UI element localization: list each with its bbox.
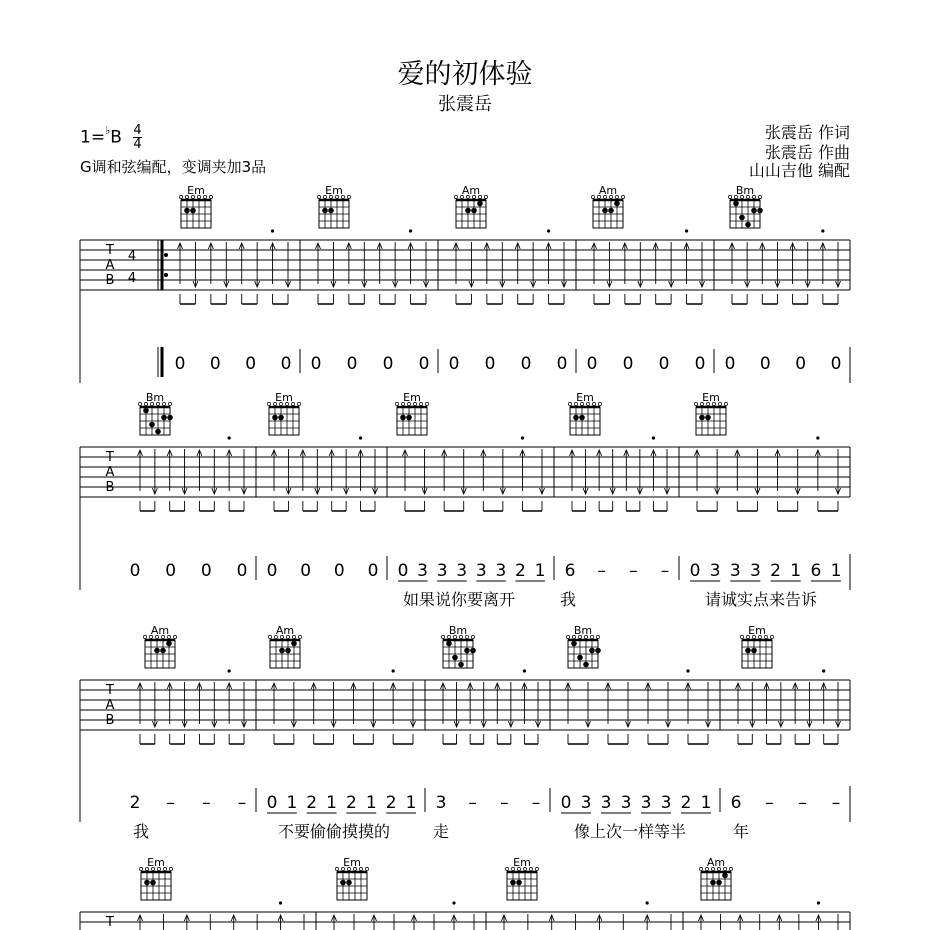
- chord-finger-dot: [699, 415, 705, 421]
- numbered-note: 0: [174, 354, 186, 374]
- open-string-mark: [138, 402, 141, 405]
- chord-finger-dot: [471, 208, 477, 214]
- chord-finger-dot: [510, 880, 516, 886]
- accent-dot: [646, 901, 649, 904]
- open-string-mark: [173, 635, 176, 638]
- chord-finger-dot: [155, 429, 161, 435]
- numbered-note: 1: [790, 561, 802, 581]
- numbered-note: 0: [448, 354, 460, 374]
- accent-dot: [452, 901, 455, 904]
- chord-finger-dot: [614, 201, 620, 207]
- numbered-note: –: [531, 793, 541, 813]
- numbered-note: 0: [658, 354, 670, 374]
- numbered-note: 0: [346, 354, 358, 374]
- chord-finger-dot: [144, 880, 150, 886]
- tab-letter: A: [105, 465, 115, 480]
- chord-name: Em: [325, 184, 343, 197]
- numbered-note: 2: [346, 793, 357, 813]
- chord-finger-dot: [577, 655, 583, 661]
- numbered-note: 0: [724, 354, 736, 374]
- chord-finger-dot: [579, 415, 585, 421]
- chord-name: Am: [706, 856, 726, 869]
- numbered-note: 1: [534, 561, 546, 581]
- open-string-mark: [209, 195, 212, 198]
- numbered-note: 3: [620, 793, 632, 813]
- numbered-note: 3: [750, 561, 761, 581]
- numbered-note: –: [202, 793, 211, 813]
- numbered-note: 0: [245, 354, 257, 374]
- chord-name: Am: [275, 624, 295, 637]
- numbered-note: –: [597, 561, 606, 581]
- tab-letter: T: [106, 915, 114, 930]
- chord-name: Em: [702, 391, 720, 404]
- numbered-note: –: [166, 793, 175, 813]
- numbered-note: 0: [333, 561, 345, 581]
- key-note: B: [110, 127, 122, 148]
- numbered-note: 2: [680, 793, 692, 813]
- chord-finger-dot: [595, 648, 601, 654]
- numbered-note: 3: [709, 561, 721, 581]
- open-string-mark: [568, 402, 571, 405]
- open-string-mark: [566, 635, 569, 638]
- chord-finger-dot: [291, 641, 297, 647]
- numbered-note: 0: [694, 354, 706, 374]
- chord-finger-dot: [406, 415, 412, 421]
- accent-dot: [817, 901, 820, 904]
- song-title: 爱的初体验: [397, 59, 533, 90]
- credit-music: 张震岳 作曲: [764, 143, 850, 162]
- chord-name: Am: [598, 184, 618, 197]
- numbered-note: 0: [759, 354, 771, 374]
- chord-name: Em: [275, 391, 293, 404]
- open-string-mark: [505, 867, 508, 870]
- chord-finger-dot: [477, 201, 483, 207]
- chord-finger-dot: [571, 641, 577, 647]
- numbered-note: 0: [280, 354, 292, 374]
- capo-note: G调和弦编配，变调夹加3品: [80, 158, 267, 176]
- chord-finger-dot: [589, 648, 595, 654]
- chord-finger-dot: [143, 408, 149, 414]
- open-string-mark: [297, 402, 300, 405]
- chord-finger-dot: [452, 655, 458, 661]
- open-string-mark: [484, 195, 487, 198]
- open-string-mark: [203, 195, 206, 198]
- chord-finger-dot: [757, 208, 763, 214]
- accent-dot: [409, 229, 412, 232]
- open-string-mark: [621, 195, 624, 198]
- chord-finger-dot: [583, 662, 589, 668]
- numbered-note: 1: [365, 793, 377, 813]
- numbered-note: 1: [830, 561, 842, 581]
- numbered-note: 2: [306, 793, 318, 813]
- numbered-note: 0: [165, 561, 177, 581]
- credit-arrange: 山山吉他 编配: [748, 161, 850, 180]
- numbered-note: –: [831, 793, 841, 813]
- numbered-note: 1: [700, 793, 712, 813]
- chord-finger-dot: [733, 201, 739, 207]
- chord-finger-dot: [751, 208, 757, 214]
- open-string-mark: [758, 195, 761, 198]
- tab-letter: T: [106, 450, 114, 465]
- open-string-mark: [425, 402, 428, 405]
- chord-finger-dot: [722, 873, 728, 879]
- tab-time-bottom: 4: [127, 271, 137, 286]
- open-string-mark: [419, 402, 422, 405]
- numbered-note: 1: [405, 793, 417, 813]
- open-string-mark: [163, 867, 166, 870]
- tab-time-top: 4: [127, 249, 137, 264]
- chord-finger-dot: [608, 208, 614, 214]
- open-string-mark: [724, 402, 727, 405]
- numbered-note: 0: [382, 354, 394, 374]
- accent-dot: [523, 669, 526, 672]
- accent-dot: [392, 669, 395, 672]
- chord-finger-dot: [400, 415, 406, 421]
- open-string-mark: [770, 635, 773, 638]
- numbered-note: 6: [564, 561, 576, 581]
- chord-finger-dot: [516, 880, 522, 886]
- open-string-mark: [359, 867, 362, 870]
- chord-finger-dot: [340, 880, 346, 886]
- open-string-mark: [168, 402, 171, 405]
- chord-finger-dot: [716, 880, 722, 886]
- open-string-mark: [267, 402, 270, 405]
- chord-finger-dot: [346, 880, 352, 886]
- numbered-note: –: [468, 793, 477, 813]
- numbered-note: 0: [418, 354, 430, 374]
- chord-finger-dot: [150, 880, 156, 886]
- accent-dot: [816, 436, 819, 439]
- numbered-note: 3: [729, 561, 741, 581]
- open-string-mark: [169, 867, 172, 870]
- numbered-note: 0: [266, 793, 278, 813]
- chord-finger-dot: [573, 415, 579, 421]
- tab-letter: A: [105, 258, 115, 273]
- chord-name: Am: [461, 184, 481, 197]
- chord-finger-dot: [160, 648, 166, 654]
- numbered-note: 2: [515, 561, 526, 581]
- chord-finger-dot: [166, 641, 172, 647]
- numbered-note: –: [798, 793, 807, 813]
- numbered-note: 0: [397, 561, 409, 581]
- chord-name: Bm: [448, 624, 468, 637]
- numbered-note: 3: [456, 561, 468, 581]
- chord-finger-dot: [285, 648, 291, 654]
- open-string-mark: [179, 195, 182, 198]
- numbered-note: 0: [795, 354, 807, 374]
- numbered-note: 2: [770, 561, 781, 581]
- chord-finger-dot: [167, 415, 173, 421]
- chord-name: Em: [147, 856, 165, 869]
- open-string-mark: [471, 635, 474, 638]
- chord-name: Em: [513, 856, 531, 869]
- tab-letter: T: [106, 243, 114, 258]
- numbered-note: –: [660, 561, 670, 581]
- numbered-note: 6: [810, 561, 822, 581]
- chord-finger-dot: [464, 648, 470, 654]
- open-string-mark: [729, 867, 732, 870]
- numbered-note: 0: [586, 354, 598, 374]
- chord-finger-dot: [328, 208, 334, 214]
- lyric-line: 请诚实点来告诉: [705, 590, 818, 609]
- chord-name: Em: [748, 624, 766, 637]
- numbered-note: 0: [129, 561, 141, 581]
- open-string-mark: [764, 635, 767, 638]
- chord-finger-dot: [272, 415, 278, 421]
- open-string-mark: [592, 402, 595, 405]
- accent-dot: [821, 229, 824, 232]
- open-string-mark: [268, 635, 271, 638]
- open-string-mark: [317, 195, 320, 198]
- open-string-mark: [694, 402, 697, 405]
- open-string-mark: [365, 867, 368, 870]
- numbered-note: 3: [660, 793, 672, 813]
- lyric-line: 像上次一样等半: [574, 822, 687, 841]
- chord-name: Em: [576, 391, 594, 404]
- numbered-note: 6: [730, 793, 742, 813]
- numbered-note: 3: [580, 793, 592, 813]
- open-string-mark: [740, 635, 743, 638]
- open-string-mark: [143, 635, 146, 638]
- credit-lyrics: 张震岳 作词: [764, 123, 850, 142]
- chord-finger-dot: [190, 208, 196, 214]
- lyric-line: 如果说你要离开: [403, 590, 516, 609]
- chord-finger-dot: [161, 415, 167, 421]
- lyric-line: 我: [560, 590, 577, 609]
- chord-finger-dot: [739, 215, 745, 221]
- numbered-note: –: [765, 793, 774, 813]
- numbered-note: 0: [300, 561, 312, 581]
- numbered-note: 3: [435, 793, 447, 813]
- chord-finger-dot: [710, 880, 716, 886]
- chord-finger-dot: [745, 648, 751, 654]
- open-string-mark: [291, 402, 294, 405]
- chord-name: Em: [343, 856, 361, 869]
- numbered-note: 0: [830, 354, 842, 374]
- accent-dot: [521, 436, 524, 439]
- numbered-note: –: [500, 793, 509, 813]
- open-string-mark: [596, 635, 599, 638]
- numbered-note: 0: [209, 354, 221, 374]
- lyric-line: 年: [733, 822, 750, 841]
- chord-name: Bm: [573, 624, 593, 637]
- numbered-note: 0: [236, 561, 248, 581]
- chord-finger-dot: [278, 415, 284, 421]
- chord-finger-dot: [322, 208, 328, 214]
- numbered-note: 0: [560, 793, 572, 813]
- numbered-note: 3: [495, 561, 507, 581]
- lyric-line: 不要偷偷摸摸的: [278, 822, 391, 841]
- chord-finger-dot: [751, 648, 757, 654]
- numbered-note: 0: [484, 354, 496, 374]
- chord-finger-dot: [602, 208, 608, 214]
- chord-name: Bm: [145, 391, 165, 404]
- open-string-mark: [535, 867, 538, 870]
- open-string-mark: [341, 195, 344, 198]
- accent-dot: [822, 669, 825, 672]
- open-string-mark: [347, 195, 350, 198]
- open-string-mark: [699, 867, 702, 870]
- numbered-note: 3: [640, 793, 652, 813]
- numbered-note: 0: [200, 561, 212, 581]
- numbered-note: 3: [600, 793, 612, 813]
- tab-letter: T: [106, 683, 114, 698]
- numbered-note: 2: [129, 793, 141, 813]
- tab-letter: A: [105, 698, 115, 713]
- flat-symbol: ♭: [105, 123, 111, 137]
- numbered-note: 1: [326, 793, 337, 813]
- chord-finger-dot: [465, 208, 471, 214]
- numbered-note: 1: [286, 793, 298, 813]
- numbered-note: 0: [556, 354, 568, 374]
- time-bottom: 4: [133, 137, 142, 152]
- open-string-mark: [395, 402, 398, 405]
- open-string-mark: [139, 867, 142, 870]
- accent-dot: [359, 436, 362, 439]
- open-string-mark: [591, 195, 594, 198]
- singer-name: 张震岳: [438, 94, 492, 115]
- tab-letter: B: [105, 480, 115, 495]
- accent-dot: [271, 229, 274, 232]
- open-string-mark: [454, 195, 457, 198]
- numbered-note: 0: [367, 561, 379, 581]
- accent-dot: [547, 229, 550, 232]
- chord-finger-dot: [446, 641, 452, 647]
- numbered-note: 0: [622, 354, 634, 374]
- repeat-dot: [164, 253, 168, 257]
- numbered-note: –: [237, 793, 247, 813]
- chord-name: Em: [403, 391, 421, 404]
- open-string-mark: [298, 635, 301, 638]
- numbered-note: 3: [436, 561, 448, 581]
- numbered-note: 0: [689, 561, 701, 581]
- open-string-mark: [598, 402, 601, 405]
- chord-finger-dot: [745, 222, 751, 228]
- accent-dot: [686, 669, 689, 672]
- numbered-note: 3: [417, 561, 428, 581]
- chord-finger-dot: [184, 208, 190, 214]
- accent-dot: [652, 436, 655, 439]
- chord-finger-dot: [470, 648, 476, 654]
- tab-letter: B: [105, 273, 115, 288]
- accent-dot: [228, 436, 231, 439]
- key-prefix: 1=: [80, 127, 106, 148]
- lyric-line: 走: [433, 822, 450, 841]
- chord-finger-dot: [458, 662, 464, 668]
- numbered-note: –: [629, 561, 638, 581]
- open-string-mark: [441, 635, 444, 638]
- numbered-note: 0: [266, 561, 278, 581]
- open-string-mark: [718, 402, 721, 405]
- time-top: 4: [133, 123, 142, 138]
- chord-finger-dot: [149, 422, 155, 428]
- open-string-mark: [728, 195, 731, 198]
- accent-dot: [228, 669, 231, 672]
- chord-name: Bm: [735, 184, 755, 197]
- repeat-dot: [164, 273, 168, 277]
- lyric-line: 我: [133, 822, 150, 841]
- chord-name: Em: [187, 184, 205, 197]
- accent-dot: [279, 901, 282, 904]
- numbered-note: 2: [385, 793, 397, 813]
- open-string-mark: [335, 867, 338, 870]
- accent-dot: [685, 229, 688, 232]
- chord-finger-dot: [279, 648, 285, 654]
- chord-finger-dot: [705, 415, 711, 421]
- chord-name: Am: [150, 624, 170, 637]
- open-string-mark: [529, 867, 532, 870]
- numbered-note: 0: [520, 354, 532, 374]
- numbered-note: 0: [310, 354, 322, 374]
- tab-letter: B: [105, 713, 115, 728]
- numbered-note: 3: [475, 561, 487, 581]
- chord-finger-dot: [154, 648, 160, 654]
